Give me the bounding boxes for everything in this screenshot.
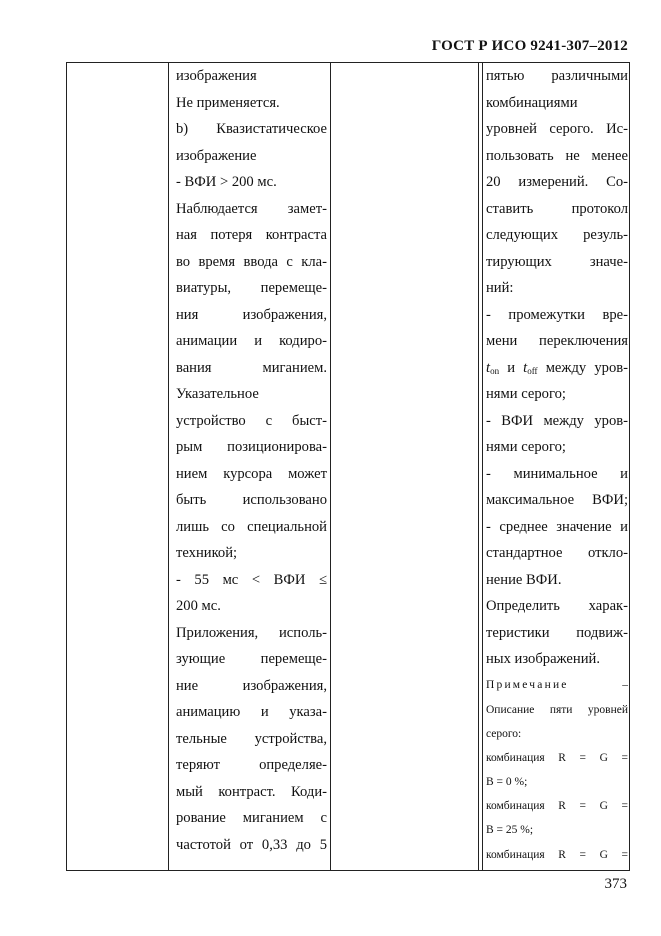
text-line: ная потеря контраста — [176, 227, 327, 243]
text-line: во время ввода с кла- — [176, 253, 327, 270]
note-line: серого: — [486, 727, 522, 740]
text-line: рование миганием с — [176, 810, 327, 826]
text-line: - среднее значение и — [486, 518, 628, 535]
text-line: ставить протокол — [486, 200, 628, 217]
content-table — [66, 62, 630, 871]
text-line: Наблюдается замет- — [176, 200, 327, 217]
switching-times-line — [483, 355, 631, 382]
text-line: Определить харак- — [486, 598, 628, 614]
text-line: ний: — [486, 280, 514, 296]
text-line: Указательное — [176, 386, 259, 402]
text-line: частотой от 0,33 до 5 — [176, 836, 327, 853]
text-line: Приложения, исполь- — [176, 624, 327, 641]
text-line: нение ВФИ. — [486, 571, 562, 588]
table-column-3 — [331, 63, 479, 870]
note-line: B = 0 %; — [486, 776, 528, 789]
table-column-2 — [169, 63, 331, 870]
text-line: - промежутки вре- — [486, 306, 628, 323]
t-on-symbol: t — [486, 359, 491, 376]
text-line: стандартное откло- — [486, 545, 628, 561]
text-line: устройство с быст- — [176, 412, 327, 429]
text-line: теряют определяе- — [176, 757, 327, 773]
note-heading-line — [483, 673, 631, 698]
text-line: изображение — [176, 147, 257, 164]
page-number: 373 — [604, 876, 627, 892]
note-dash: – — [622, 678, 628, 691]
text-line: вания миганием. — [176, 359, 327, 376]
column-4-text — [482, 63, 631, 870]
text-line: уровней серого. Ис- — [486, 121, 628, 137]
text-line: 200 мс. — [176, 598, 221, 614]
column-2-text — [173, 63, 330, 870]
text-line: мый контраст. Коди- — [176, 783, 327, 800]
text-line: рым позиционирова- — [176, 439, 327, 455]
text-line: комбинациями — [486, 94, 578, 111]
text-line: ние изображения, — [176, 677, 327, 694]
text-line: нями серого; — [486, 439, 566, 455]
text-line: ных изображений. — [486, 651, 600, 667]
text-line: виатуры, перемеще- — [176, 280, 327, 296]
text-line: пятью различными — [486, 68, 628, 84]
text-line: - минимальное и — [486, 465, 628, 482]
t-on-subscript: on — [490, 365, 500, 376]
text-line: нием курсора может — [176, 465, 327, 482]
text-line: техникой; — [176, 545, 238, 561]
text-line: ния изображения, — [176, 306, 327, 323]
note-heading: Примечание — [486, 678, 569, 691]
text-line: - 55 мс < ВФИ ≤ — [176, 571, 327, 588]
text-line: теристики подвиж- — [486, 624, 628, 641]
times-line-rest: между уров- — [537, 359, 628, 376]
note-line: комбинация R = G = — [486, 751, 628, 764]
text-line: следующих резуль- — [486, 227, 628, 243]
t-off-symbol: t — [523, 359, 528, 376]
document-header: ГОСТ Р ИСО 9241-307–2012 — [431, 38, 628, 54]
text-line: нями серого; — [486, 386, 566, 402]
text-line: лишь со специальной — [176, 518, 327, 535]
text-line: анимацию и указа- — [176, 704, 327, 720]
text-line: максимальное ВФИ; — [486, 492, 628, 508]
text-line: пользовать не менее — [486, 147, 628, 164]
text-line: зующие перемеще- — [176, 651, 327, 667]
text-line: изображения — [176, 68, 257, 84]
text-line: 20 измерений. Со- — [486, 174, 628, 190]
t-off-subscript: off — [527, 365, 538, 376]
note-line: комбинация R = G = — [486, 848, 628, 861]
text-line: тирующих значе- — [486, 253, 628, 270]
text-line: Не применяется. — [176, 94, 280, 111]
note-line: Описание пяти уровней — [486, 703, 628, 716]
text-line: быть использовано — [176, 492, 327, 508]
conjunction: и — [499, 359, 524, 376]
text-line: - ВФИ между уров- — [486, 412, 628, 429]
note-line: B = 25 %; — [486, 824, 534, 837]
text-line: b) Квазистатическое — [176, 121, 327, 137]
text-line: тельные устройства, — [176, 730, 327, 747]
text-line: мени переключения — [486, 333, 628, 349]
text-line: анимации и кодиро- — [176, 333, 327, 349]
text-line: - ВФИ > 200 мс. — [176, 174, 277, 190]
table-column-4 — [479, 63, 631, 870]
note-line: комбинация R = G = — [486, 800, 628, 813]
table-column-1 — [67, 63, 169, 870]
